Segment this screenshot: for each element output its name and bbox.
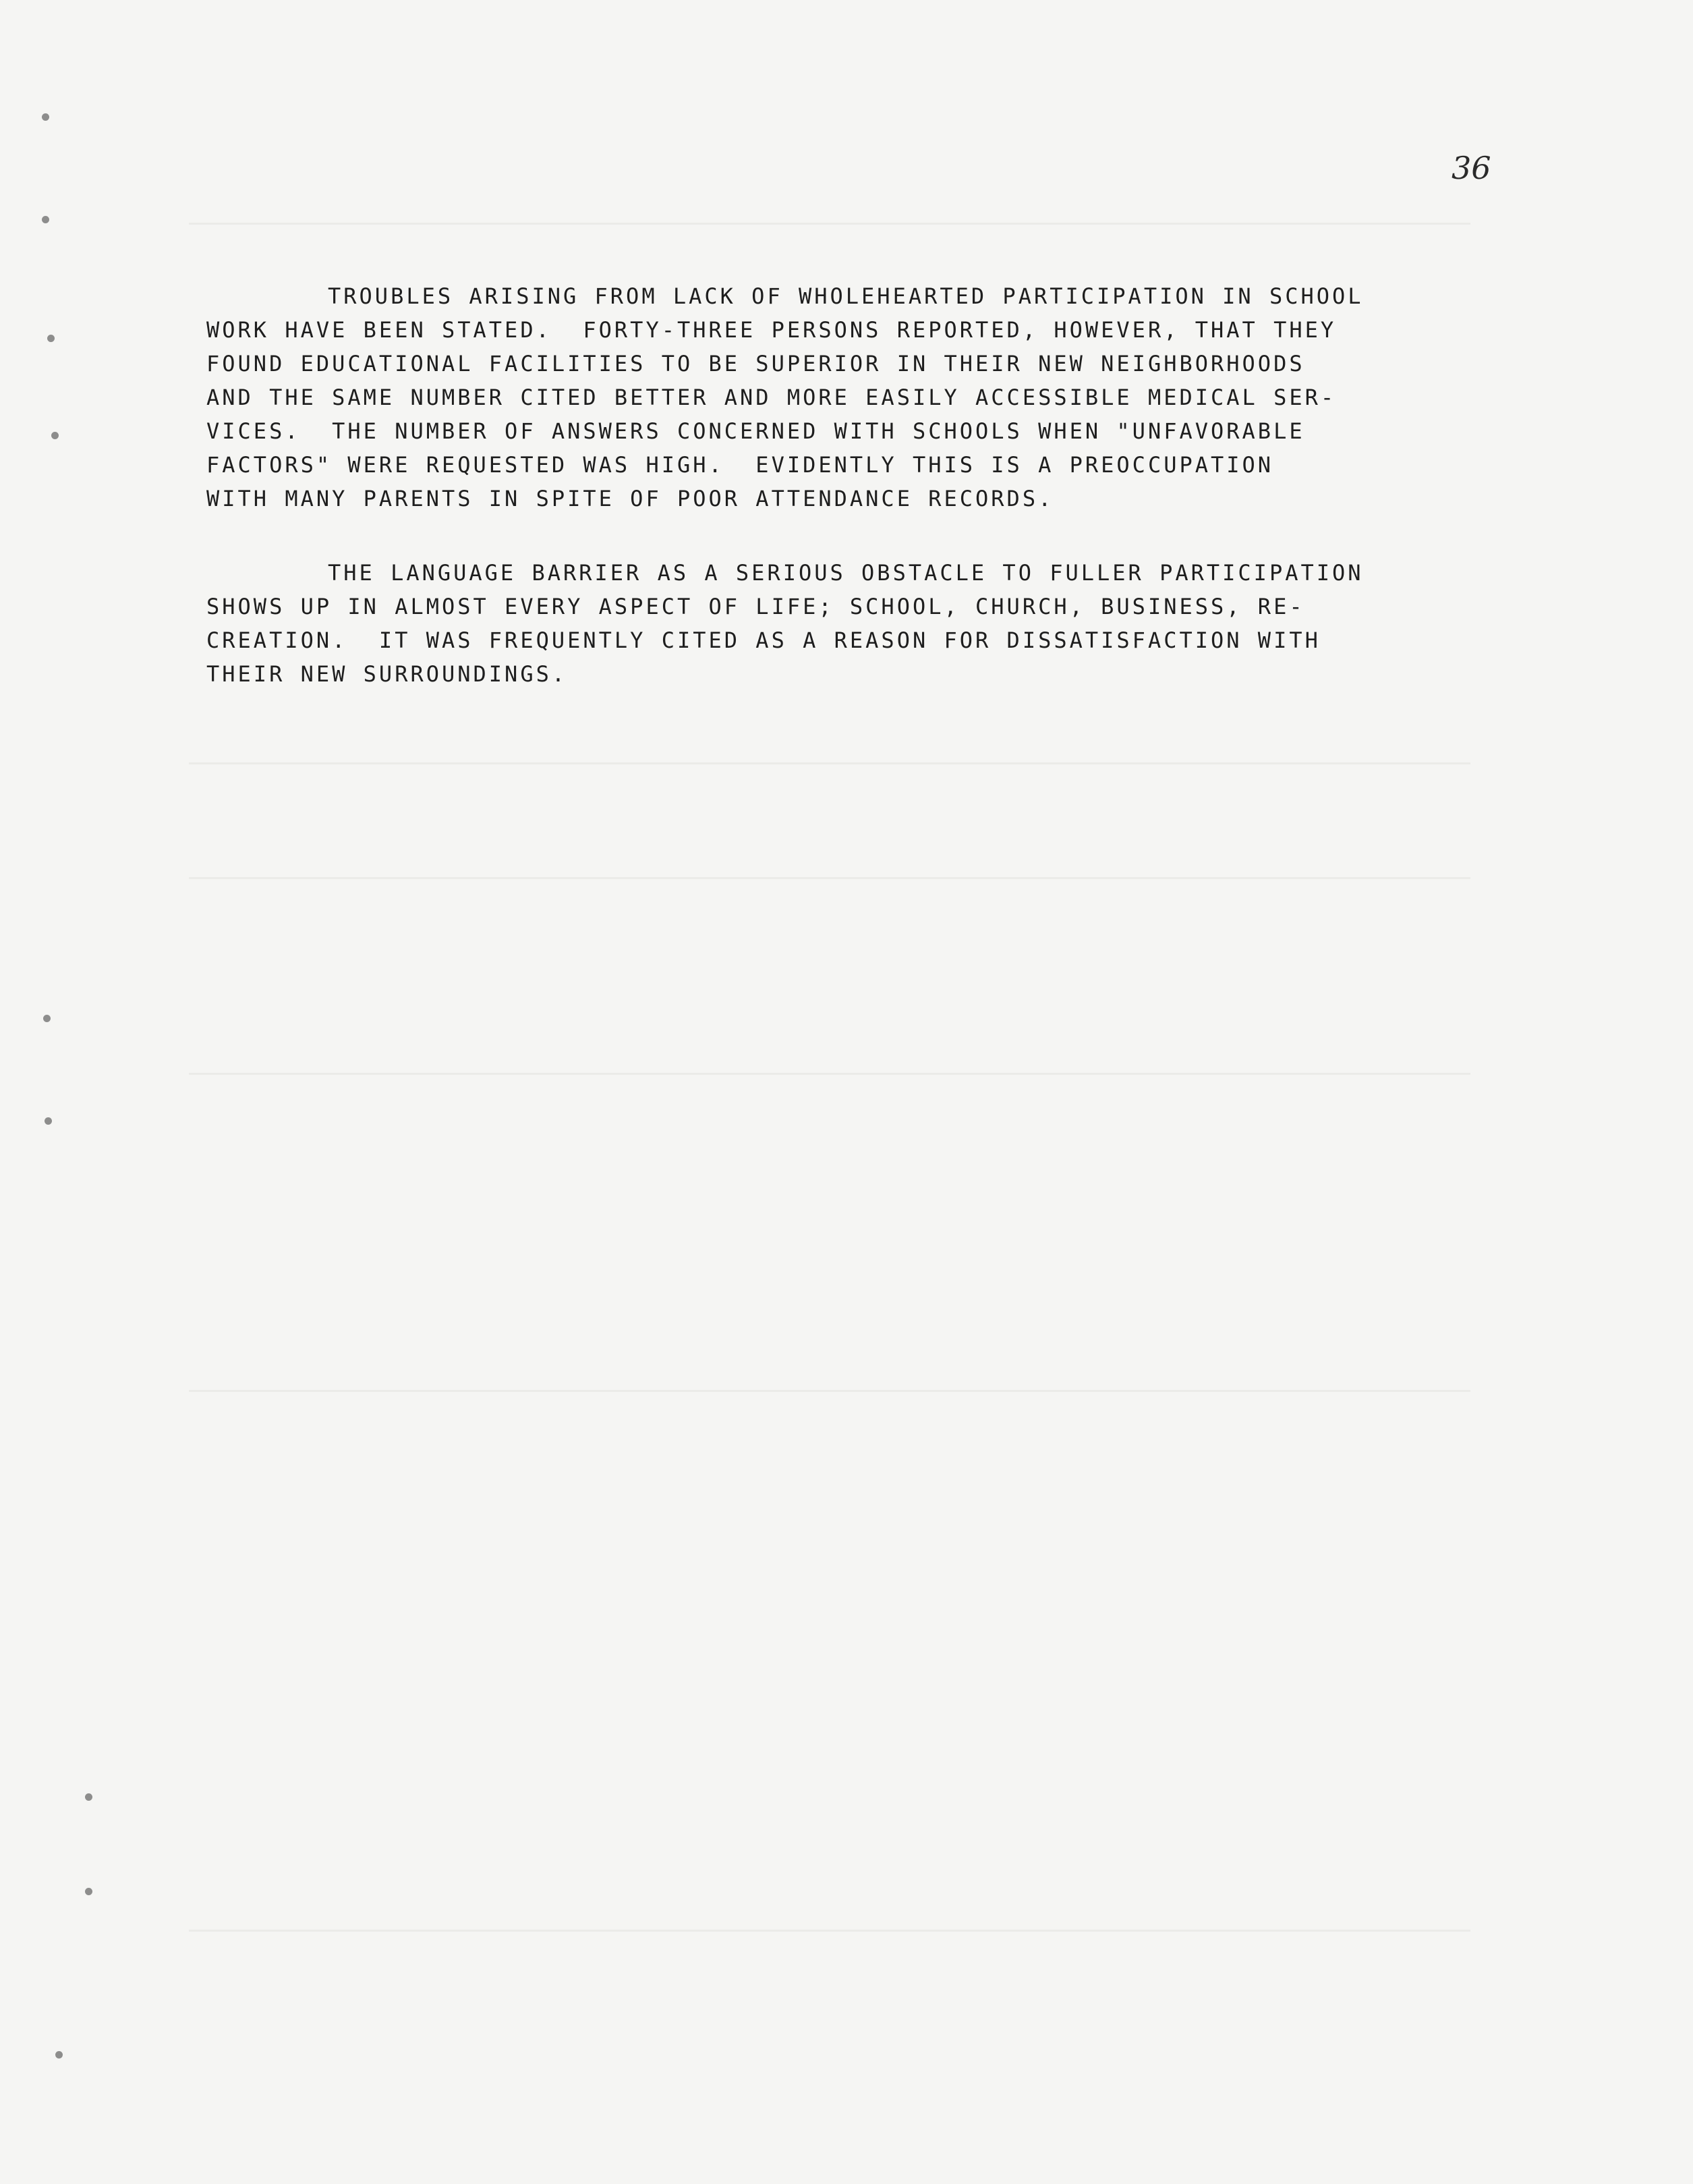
text-line: FOUND EDUCATIONAL FACILITIES TO BE SUPERIOR IN THEIR NEW NEIGHBORHOODS	[206, 351, 1305, 376]
text-line: VICES. THE NUMBER OF ANSWERS CONCERNED WITH SCHOOLS WHEN "UNFAVORABLE	[206, 418, 1305, 444]
text-line: THEIR NEW SURROUNDINGS.	[206, 661, 568, 687]
body-text	[206, 279, 1488, 731]
show-through-mark	[189, 1390, 1470, 1392]
punch-hole	[47, 335, 55, 342]
text-line: SHOWS UP IN ALMOST EVERY ASPECT OF LIFE; SCHOOL, CHURCH, BUSINESS, RE-	[206, 594, 1305, 619]
show-through-mark	[189, 1073, 1470, 1075]
punch-hole	[45, 1117, 52, 1125]
punch-hole	[42, 113, 49, 121]
text-line: THE LANGUAGE BARRIER AS A SERIOUS OBSTACLE TO FULLER PARTICIPATION	[328, 560, 1364, 586]
text-line: FACTORS" WERE REQUESTED WAS HIGH. EVIDENTLY THIS IS A PREOCCUPATION	[206, 452, 1274, 478]
text-line: WORK HAVE BEEN STATED. FORTY-THREE PERSONS REPORTED, HOWEVER, THAT THEY	[206, 317, 1337, 343]
text-line: CREATION. IT WAS FREQUENTLY CITED AS A REASON FOR DISSATISFACTION WITH	[206, 627, 1321, 653]
text-line: WITH MANY PARENTS IN SPITE OF POOR ATTENDANCE RECORDS.	[206, 486, 1054, 511]
show-through-mark	[189, 1930, 1470, 1932]
text-line: TROUBLES ARISING FROM LACK OF WHOLEHEARTED PARTICIPATION IN SCHOOL	[328, 283, 1364, 309]
punch-hole	[42, 216, 49, 223]
show-through-mark	[189, 762, 1470, 764]
page-number: 36	[1452, 150, 1491, 186]
punch-hole	[43, 1015, 51, 1022]
punch-hole	[85, 1888, 92, 1895]
paragraph	[206, 556, 1488, 691]
punch-hole	[51, 432, 59, 439]
show-through-mark	[189, 877, 1470, 879]
punch-hole	[55, 2051, 63, 2059]
punch-hole	[85, 1793, 92, 1801]
paragraph	[206, 279, 1488, 515]
text-line: AND THE SAME NUMBER CITED BETTER AND MORE EASILY ACCESSIBLE MEDICAL SER-	[206, 385, 1337, 410]
show-through-mark	[189, 223, 1470, 225]
